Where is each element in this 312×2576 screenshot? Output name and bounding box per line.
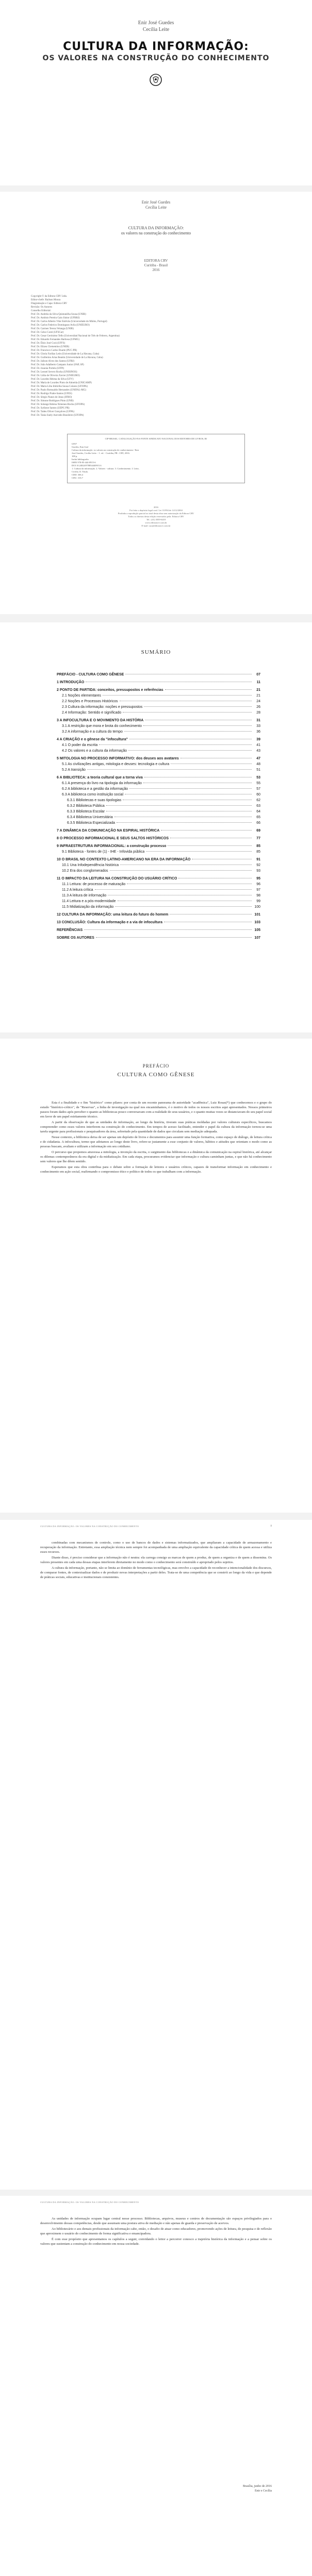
toc-leader-dots — [115, 906, 252, 907]
board-line: Prof. Dr. Maria Lília Imbiriba Sousa Colares (UFOPA) — [31, 385, 88, 388]
toc-entry-page: 57 — [256, 787, 260, 791]
toc-entry[interactable] — [57, 862, 260, 868]
toc-entry-label: 5 MITOLOGIA NO PROCESSO INFORMATIVO: dos deuses aos avatares — [57, 757, 179, 760]
toc-entry[interactable] — [57, 786, 260, 792]
toc-entry-label: 6 A BIBLIOTECA: a teoria cultural que a torna viva — [57, 776, 143, 779]
copyright-footer — [0, 506, 312, 528]
text-paragraph: Diante disso, é preciso considerar que a informação não é neutra: ela carrega consigo as marcas de quem a produz, de quem a organiza e de quem a dissemina. Os valores presentes em cada uma dessas etapas interferem diretamente no modo como o conhecimento será construído e apropriado pelos sujeitos. — [40, 1556, 272, 1564]
toc-leader-dots — [129, 788, 252, 789]
preface-paragraph: O percurso que propomos atravessa a mitologia, a invenção da escrita, o surgimento das bibliotecas e a dinâmica da comunicação na espiral histórica, até alcançar os dilemas contemporâneos da era digital e da midiatização. Em cada etapa, procuramos evidenciar que informação e cultura caminham juntas, e que não há conhecimento sem valores que lhe dêem sentido. — [40, 1150, 272, 1163]
toc-entry-page: 36 — [256, 730, 260, 734]
toc-entry[interactable] — [57, 899, 260, 904]
toc-entry[interactable] — [57, 792, 260, 798]
toc-entry-page: 51 — [256, 768, 260, 772]
board-line: Prof. Dr. Lourdes Helena da Silva (UFV) — [31, 378, 74, 381]
toc-entry-label: 5.1 As civilizações antigas, mitologia e deuses: tecnologia e cultura — [62, 762, 170, 766]
catalog-line: 1. Cultura da informação. 2. Valores - cultura. 3. Conhecimento. I. Leite, — [72, 467, 139, 470]
toc-entry-page: 91 — [256, 858, 260, 861]
toc-entry-label: 9 INFRAESTRUTURA INFORMACIONAL: a construção processo — [57, 844, 167, 848]
catalog-line: Cultura da informação: os valores na construção do conhecimento / Enir — [72, 449, 139, 451]
signoff-date: Brasília, junho de 2016 — [243, 2485, 272, 2488]
board-line: Diagramação e Capa: Editora CRV — [31, 302, 68, 305]
toc-entry-page: 93 — [256, 869, 260, 873]
preface-heading: CULTURA COMO GÊNESE — [117, 1072, 195, 1078]
toc-entry-label: 2.3 Cultura da informação: noções e pressupostos — [62, 705, 143, 709]
catalog-head: CIP-BRASIL. CATALOGAÇÃO-NA-FONTE SINDICATO NACIONAL DOS EDITORES DE LIVROS, RJ — [105, 437, 207, 440]
board-line: Prof. Dr. Josania Portela (UFPI) — [31, 367, 64, 370]
toc-entry-label: 6.3.2 Biblioteca Pública — [67, 804, 105, 808]
toc-entry-page: 31 — [256, 719, 260, 722]
preface-signoff — [243, 2484, 272, 2494]
toc-leader-dots — [123, 712, 252, 713]
board-line: Prof. Dr. Carmen Tereza Velanga (UNIR) — [31, 328, 74, 330]
toc-entry[interactable] — [57, 920, 260, 925]
toc-entry-label: 4 A CRIAÇÃO e o gênese da "infocultura" — [57, 738, 128, 741]
toc-entry-label: REFERÊNCIAS — [57, 928, 83, 932]
toc-entry-label: 10.1 Una Infodependência histórica — [62, 863, 119, 867]
toc-entry[interactable] — [57, 718, 260, 723]
toc-entry-label: 10 O BRASIL NO CONTEXTO LATINO-AMERICANO NA ERA DA INFORMAÇÃO — [57, 858, 191, 861]
board-line: Prof. Dr. Lídia de Oliveira Xavier (UNIEURO) — [31, 375, 80, 377]
toc-entry-page: 105 — [254, 928, 260, 932]
board-line: Prof. Dr. Gloria Fariñas León (Universidade de La Havana, Cuba) — [31, 353, 100, 355]
title-page-title-line: CULTURA DA INFORMAÇÃO: — [128, 226, 184, 230]
text-page — [0, 1520, 312, 2190]
catalog-lines — [72, 443, 240, 480]
toc-entry-label: SOBRE OS AUTORES — [57, 936, 94, 940]
toc-leader-dots — [165, 689, 252, 690]
toc-entry[interactable] — [57, 775, 260, 781]
toc-entry-page: 63 — [256, 804, 260, 808]
board-line: Prof. Dr. Sérgio Nunes de Jesus (IFRO) — [31, 396, 72, 399]
text-paragraph: A cultura da informação, portanto, não se limita ao domínio de ferramentas tecnológicas, mas envolve a capacidade de reconhecer a intencionalidade dos discursos, de comparar fontes, de contextualizar dados e de produzir novas interpretações a partir deles. Trata-se de uma competência que se constrói ao longo da vida e que depende de práticas sociais, educativas e institucionais consistentes. — [40, 1566, 272, 1579]
catalog-line: 108 p. — [72, 455, 78, 457]
toc-leader-dots — [168, 845, 252, 846]
board-line: Prof. Dr. Maria de Lourdes Pinto de Almeida (UNICAMP) — [31, 382, 92, 384]
toc-leader-dots — [143, 725, 252, 726]
catalog-line: Cecília. II. Título. — [72, 470, 89, 473]
board-line: Prof. Dr. Jailson Alves dos Santos (UFRJ) — [31, 360, 75, 363]
toc-entry-page: 98 — [256, 894, 260, 897]
toc-entry-page: 53 — [256, 776, 260, 779]
board-line: Prof. Dr. Celso Conti (UFSCar) — [31, 331, 64, 334]
toc-leader-dots — [124, 731, 252, 732]
toc-entry[interactable] — [57, 843, 260, 849]
toc-entry-page: 77 — [256, 837, 260, 840]
running-head: CULTURA DA INFORMAÇÃO: OS VALORES NA CONSTRUÇÃO DO CONHECIMENTO — [40, 1525, 139, 1528]
toc-entry-label: 11.2 A leitura crítica — [62, 888, 93, 892]
toc-entry-label: 11.4 Leitura e a pós-modernidade — [62, 900, 116, 903]
preface-label: PREFÁCIO — [142, 1063, 170, 1069]
toc-leader-dots — [95, 889, 252, 890]
toc-entry[interactable] — [57, 927, 260, 933]
toc-entry-label: 13 CONCLUSÃO: Cultura da informação e a via de infocultura — [57, 921, 162, 924]
toc-entry-page: 97 — [256, 888, 260, 892]
text-paragraph: combinadas com mecanismos de controle, como o uso de bancos de dados e sistemas informatizados, que ampliaram a capacidade de armazenamento e recuperação da informação. Entretanto, essa ampliação técnica nem sempre foi acompanhada de uma ampliação equivalente da capacidade crítica de quem acessa e utiliza esses recursos. — [40, 1541, 272, 1554]
toc-entry[interactable] — [57, 687, 260, 693]
text-paragraph: As unidades de informação ocupam lugar central nesse processo. Bibliotecas, arquivos, museus e centros de documentação são espaços privilegiados para o desenvolvimento dessas competências, desde que assumam uma postura ativa de mediação e não apenas de guarda e preservação de acervos. — [40, 2217, 272, 2225]
toc-entry[interactable] — [57, 672, 260, 677]
toc-entry[interactable] — [57, 693, 260, 699]
preface-paragraph: Esta é a finalidade e o fim "histórico" como pilares: por conta de um recente panorama de autoridade "acadêmica", Luiz Rosas(*) que conhecemos e o grupo do estudo "histórico-crítico", de "Reservas", a linha de investigação na qual nos encaminhamos, é o motivo de todos os nossos escritos aqui apresentados. Nossos primeiros passos foram dados após perceber o quanto as bibliotecas pouco conversavam com a realidade de seus usuários, e o quanto muitas vezes se distanciavam do seu papel social em favor de um papel estritamente técnico. — [40, 1101, 272, 1118]
toc-entry-page: 69 — [256, 829, 260, 833]
title-page-title — [0, 226, 312, 236]
cover-author: Cecília Leite — [142, 27, 170, 32]
summary-heading: SUMÁRIO — [141, 649, 171, 655]
footer-line: www.editoracrv.com.br — [145, 521, 167, 524]
toc-entry[interactable] — [57, 699, 260, 704]
toc-entry-label: 1 INTRODUÇÃO — [57, 681, 85, 684]
toc-leader-dots — [99, 744, 252, 745]
toc-entry-page: 43 — [256, 749, 260, 753]
board-line: Prof. Dr. Leonel Severo Rocha (UNISINOS) — [31, 371, 77, 374]
toc-entry[interactable] — [57, 781, 260, 786]
board-line: Prof. Dr. Cesar Gerónimo Tello (Universidad Nacional de Três de Febrero, Argentina) — [31, 335, 120, 337]
catalog-line: CDD: 306.4 — [72, 473, 84, 476]
catalog-line: Inclui bibliografia — [72, 458, 89, 461]
board-line: Prof. Dr. Guillermo Arias Beatón (Universidade de La Havana, Cuba) — [31, 357, 103, 359]
board-line: Prof. Dr. Carlos Federico Dominguez Avila (UNIEURO) — [31, 324, 90, 327]
toc-entry-page: 103 — [254, 921, 260, 924]
toc-entry[interactable] — [57, 857, 260, 862]
toc-entry[interactable] — [57, 761, 260, 767]
footer-line: Tel.: (41) 3039-6418 — [146, 518, 166, 521]
toc-entry[interactable] — [57, 887, 260, 893]
preface-page — [0, 1039, 312, 1513]
toc-entry-page: 26 — [256, 705, 260, 709]
page-number: 8 — [270, 1525, 272, 1528]
toc-leader-dots — [128, 750, 252, 751]
toc-entry-page: 62 — [256, 799, 260, 802]
toc-entry-label: 3.2 A informação e a cultura do tempo — [62, 730, 123, 734]
cover-title-line2: OS VALORES NA CONSTRUÇÃO DO CONHECIMENTO — [42, 54, 270, 62]
board-line: Prof. Dr. Andréia da Silva Quintanilha Sousa (UNIR) — [31, 313, 86, 316]
toc-entry-page: 28 — [256, 711, 260, 715]
toc-entry-page: 66 — [256, 821, 260, 825]
footer-line: Todos os direitos desta edição reservados pela: Editora CRV — [128, 515, 184, 518]
toc-entry[interactable] — [57, 729, 260, 735]
board-line: Prof. Dr. Rodrigo Pratte-Santos (UFES) — [31, 393, 72, 395]
toc-entry[interactable] — [57, 737, 260, 742]
toc-entry-page: 65 — [256, 816, 260, 819]
toc-entry[interactable] — [57, 798, 260, 803]
board-line: Copyright © da Editora CRV Ltda. — [31, 295, 67, 298]
publisher-logo-icon — [149, 73, 162, 87]
toc-entry-label: 2.1 Noções elementares — [62, 694, 101, 698]
board-line: Revisão: Os Autores — [31, 306, 53, 309]
toc-entry[interactable] — [57, 723, 260, 729]
toc-entry[interactable] — [57, 836, 260, 841]
closing-page-body — [40, 2216, 272, 2247]
toc-leader-dots — [110, 870, 252, 871]
toc-entry-label: 2.4 Informação: Sentido e significado — [62, 711, 122, 715]
toc-entry[interactable] — [57, 893, 260, 899]
title-page-authors — [0, 200, 312, 210]
toc-entry-page: 11 — [256, 681, 260, 684]
toc-entry[interactable] — [57, 756, 260, 761]
board-line: Prof. Dr. Antônio Pereira Gaio Júnior (UFRRJ) — [31, 317, 80, 319]
board-line: Prof. Dr. Elizeu Clementino (UNEB) — [31, 346, 70, 348]
catalog-line: Guedes, Enir José — [72, 446, 89, 448]
toc-entry-page: 47 — [256, 757, 260, 760]
text-page-body — [40, 1540, 272, 1581]
toc-entry-page: 55 — [256, 782, 260, 785]
toc-entry-label: 7 A DINÂMICA DA COMUNICAÇÃO NA ESPIRAL HISTÓRICA — [57, 829, 160, 833]
toc-entry[interactable] — [57, 710, 260, 716]
signoff-authors: Enir e Cecília — [255, 2489, 272, 2493]
toc-entry-label: 11.3 A leitura de informação — [62, 894, 107, 897]
toc-entry[interactable] — [57, 882, 260, 887]
toc-entry-label: 6.3.4 Biblioteca Universitária — [67, 816, 113, 819]
toc-entry[interactable] — [57, 809, 260, 815]
title-page-author: Enir José Guedes — [141, 200, 171, 205]
toc-entry-page: 41 — [256, 743, 260, 747]
preface-body — [40, 1100, 272, 1175]
toc-entry[interactable] — [57, 704, 260, 710]
toc-leader-dots — [106, 805, 252, 806]
title-page-publisher — [0, 259, 312, 273]
editorial-board — [31, 295, 186, 417]
text-paragraph: É com esse propósito que apresentamos os capítulos a seguir, convidando o leitor a percorrer conosco a trajetória histórica da informação e a pensar sobre os valores que sustentam a construção do conhecimento em nossa sociedade. — [40, 2238, 272, 2246]
toc-entry-page: 92 — [256, 863, 260, 867]
toc-entry[interactable] — [57, 803, 260, 809]
board-line: Editor-chefe: Railson Moura — [31, 299, 61, 301]
toc-entry[interactable] — [57, 935, 260, 941]
board-line: Prof. Dr. Solange Helena Ximenes-Rocha (UFOPA) — [31, 403, 85, 406]
toc-leader-dots — [161, 830, 252, 831]
toc-entry-label: 4.2 Os valores e a cultura da informação — [62, 749, 127, 753]
toc-leader-dots — [103, 695, 252, 696]
toc-entry[interactable] — [57, 680, 260, 685]
toc-entry-label: 3 A INFOCULTURA E O MOVIMENTO DA HISTÓRIA — [57, 719, 144, 722]
publisher-city: Curitiba - Brasil — [144, 263, 168, 267]
cover-title-line1: CULTURA DA INFORMAÇÃO: — [63, 40, 249, 53]
preface-paragraph: Nesse contexto, a biblioteca deixa de ser apenas um depósito de livros e documentos para assumir uma função formativa, como espaço de diálogo, de leitura crítica e de cidadania. A infocultura, termo que adotamos ao longo deste livro, refere-se justamente a esse conjunto de valores, hábitos e atitudes que orientam o modo como as pessoas buscam, avaliam e utilizam a informação em seu cotidiano. — [40, 1136, 272, 1148]
toc-entry-page: 95 — [256, 877, 260, 880]
table-of-contents — [57, 670, 260, 941]
board-line: Prof. Dr. Sydione Santos (UEPG PR) — [31, 407, 70, 410]
board-line: Prof. Dr. Tadeu Oliver Gonçalves (UFPA) — [31, 411, 74, 413]
toc-entry-page: 07 — [256, 673, 260, 676]
board-line: Prof. Dr. Francisco Carlos Duarte (PUC-PR) — [31, 349, 77, 352]
toc-entry-page: 96 — [256, 883, 260, 886]
catalog-line: DOI 10.24824/978854440915.6 — [72, 464, 102, 467]
toc-entry-label: PREFÁCIO - CULTURA COMO GÊNESE — [57, 673, 124, 676]
preface-paragraph: Esperamos que esta obra contribua para o debate sobre a formação de leitores e usuários críticos, capazes de transformar informação em conhecimento e conhecimento em ação social, reafirmando o compromisso ético e político de todos os que trabalham com a informação. — [40, 1165, 272, 1174]
running-head: CULTURA DA INFORMAÇÃO: OS VALORES NA CONSTRUÇÃO DO CONHECIMENTO — [40, 2201, 139, 2204]
toc-entry-label: 3.1 A restrição que mora e brota do conhecimento — [62, 724, 142, 728]
board-line: Prof. Dr. João Adalberto Campato Junior (FAP, SP) — [31, 364, 84, 366]
catalog-line: CDU: 316.7 — [72, 477, 84, 479]
toc-entry[interactable] — [57, 767, 260, 773]
publication-year: 2016 — [152, 268, 160, 272]
cover-page — [0, 0, 312, 185]
closing-page — [0, 2196, 312, 2576]
toc-entry-page: 21 — [256, 694, 260, 698]
catalog-line: G957 — [72, 443, 77, 445]
board-line: Prof. Dr. Simone Rodrigues Pinto (UNB) — [31, 400, 74, 402]
toc-entry-page: 33 — [256, 724, 260, 728]
toc-entry-label: 6.2 A biblioteca e a gestão da informação — [62, 787, 128, 791]
toc-entry-page: 100 — [254, 905, 260, 909]
toc-entry-label: 2 PONTO DE PARTIDA: conceitos, pressupostos e referências — [57, 688, 163, 692]
toc-entry[interactable] — [57, 742, 260, 748]
board-line: Prof. Dr. Eduardo Fernandes Barbosa (UFMG) — [31, 338, 80, 341]
board-line: Prof. Dr. Carlos Alberto Vilar Estêvão (Universidade do Minho, Portugal) — [31, 320, 107, 323]
catalog-line: José Guedes, Cecília Leite. - 1. ed. - Curitiba, PR : CRV, 2016. — [72, 452, 130, 454]
toc-entry-label: 12 CULTURA DA INFORMAÇÃO: uma leitura do futuro do homem — [57, 913, 169, 917]
toc-entry-label: 6.3.5 Biblioteca Especializada — [67, 821, 116, 825]
footer-line: Foi feito o depósito legal conf. Lei 10.994 de 14/12/2004 — [129, 509, 183, 512]
toc-entry[interactable] — [57, 876, 260, 882]
toc-entry[interactable] — [57, 828, 260, 834]
toc-entry-label: 11.1 Leitura: de processo de maturação — [62, 883, 126, 886]
toc-entry-page: 48 — [256, 762, 260, 766]
toc-entry-page: 101 — [254, 913, 260, 917]
footer-line: 2016 — [154, 506, 158, 509]
toc-entry-label: 10.2 Era dos conglomerados — [62, 869, 108, 873]
toc-entry[interactable] — [57, 868, 260, 874]
cover-authors — [0, 20, 312, 33]
toc-entry-page: 64 — [256, 810, 260, 814]
toc-entry-page: 21 — [256, 688, 260, 692]
toc-entry-label: 6.3.1 Bibliotecas e suas tipologias — [67, 799, 122, 802]
toc-entry-page: 85 — [256, 844, 260, 848]
title-page-title-line: os valores na construção do conhecimento — [121, 231, 191, 235]
title-page — [0, 192, 312, 614]
toc-entry-page: 24 — [256, 700, 260, 703]
cover-author: Enir José Guedes — [138, 20, 174, 26]
toc-entry[interactable] — [57, 815, 260, 820]
toc-entry-page: 85 — [256, 850, 260, 854]
toc-entry[interactable] — [57, 904, 260, 910]
toc-entry-label: 5.2 A transição — [62, 768, 86, 772]
summary-page — [0, 622, 312, 1032]
toc-entry-page: 99 — [256, 900, 260, 903]
toc-entry-label: 11 O IMPACTO DA LEITURA NA CONSTRUÇÃO DO USUÁRIO CRÍTICO — [57, 877, 177, 880]
toc-leader-dots — [87, 769, 252, 770]
board-line: Prof. Dr. Paulo Romualdo Hernandes (UNIFAL-MG) — [31, 389, 86, 392]
board-line: Prof. Dr. Tania Suely Azevedo Brasileiro (UFOPA) — [31, 414, 84, 417]
catalog-card — [67, 434, 245, 483]
toc-entry[interactable] — [57, 820, 260, 826]
toc-leader-dots — [144, 706, 252, 707]
toc-leader-dots — [146, 851, 252, 852]
toc-entry-page: 60 — [256, 793, 260, 796]
catalog-line: ISBN 978-85-444-0915-6 — [72, 461, 96, 464]
cover-title — [0, 40, 312, 63]
board-line: Conselho Editorial: — [31, 310, 52, 312]
toc-entry-label: 4.1 O poder da escrita — [62, 743, 98, 747]
toc-entry-label: 6.3.3 Biblioteca Escolar — [67, 810, 105, 814]
toc-entry-label: 11.5 Midiatização da informação — [62, 905, 114, 909]
toc-entry[interactable] — [57, 748, 260, 754]
toc-entry[interactable] — [57, 912, 260, 918]
toc-entry-label: 2.2 Noções e Processos Históricos — [62, 700, 118, 703]
publisher-name: EDITORA CRV — [144, 259, 168, 263]
board-line: Prof. Dr. Élsio José Corá (UFFS) — [31, 342, 65, 345]
toc-leader-dots — [84, 929, 252, 930]
toc-entry-page: 107 — [254, 936, 260, 940]
title-page-author: Cecília Leite — [145, 205, 167, 210]
footer-line: E-mail: sac@editoracrv.com.br — [141, 524, 171, 527]
toc-entry-label: 6.3 A biblioteca como instituição social — [62, 793, 124, 796]
toc-entry-page: 39 — [256, 738, 260, 741]
toc-entry[interactable] — [57, 849, 260, 855]
toc-leader-dots — [96, 937, 252, 938]
toc-entry-label: 9.1 Biblioteca - fontes de (1) - IHE - Infovida pública — [62, 850, 145, 854]
toc-entry-label: 8 O PROCESSO INFORMACIONAL E SEUS SALTOS HISTÓRICOS — [57, 837, 169, 840]
preface-paragraph: A partir da observação de que as unidades de informação, ao longo da história, tiveram suas práticas moldadas por valores culturais específicos, buscamos compreender como esses valores interferem na construção do conhecimento. Em tempos de acesso facilitado, entender o papel da cultura da informação tornou-se uma tarefa urgente para profissionais e pesquisadores da área, sobretudo pela quantidade de dados que circulam sem mediação adequada. — [40, 1121, 272, 1133]
footer-line: Proibida a reprodução parcial ou total desta obra sem autorização da Editora CRV — [118, 512, 194, 515]
toc-entry-label: 6.1 A presença do livro na tipologia da informação — [62, 782, 142, 785]
text-paragraph: Ao bibliotecário e aos demais profissionais da informação cabe, então, o desafio de atuar como educadores, promovendo ações de leitura, de pesquisa e de reflexão que aproximem o usuário do conhecimento de forma significativa e emancipadora. — [40, 2227, 272, 2235]
toc-leader-dots — [117, 822, 252, 823]
